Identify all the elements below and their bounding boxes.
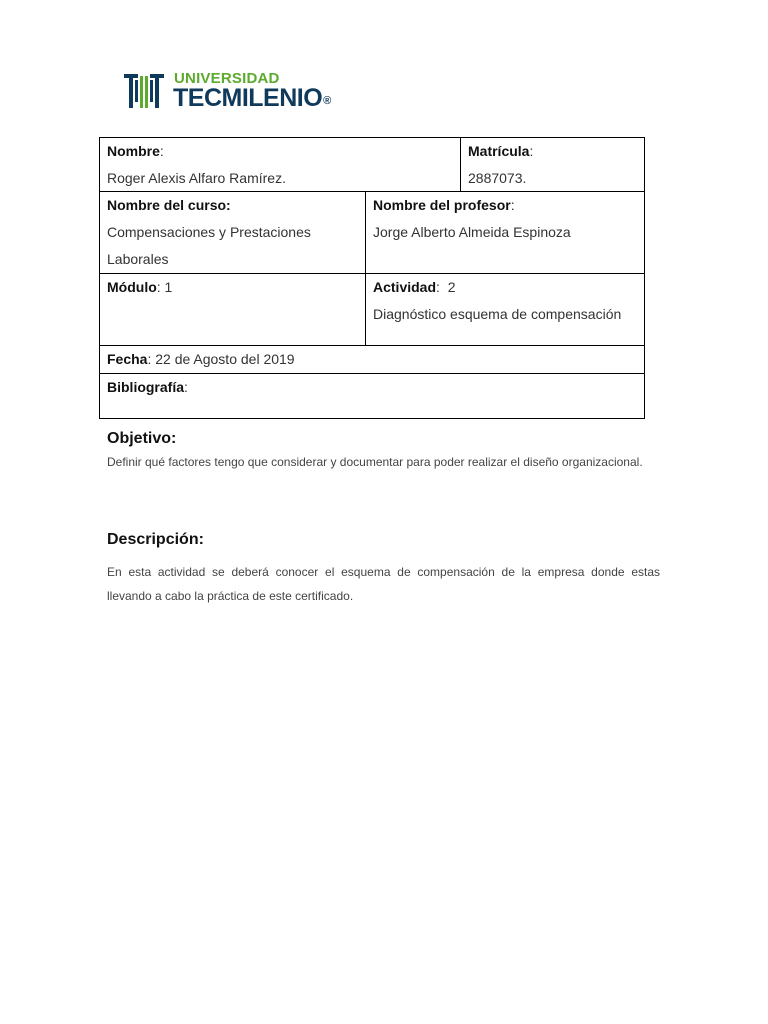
- nombre-label: Nombre: [107, 143, 160, 159]
- modulo-label: Módulo: [107, 279, 157, 295]
- descripcion-heading: Descripción:: [107, 531, 204, 548]
- modulo-value: 1: [164, 279, 173, 295]
- objetivo-text: Definir qué factores tengo que considerar y documentar para poder realizar el diseño organizacional.: [107, 455, 643, 469]
- curso-cell: [100, 192, 366, 274]
- curso-label: Nombre del curso:: [107, 197, 231, 213]
- descripcion-text: En esta actividad se deberá conocer el esquema de compensación de la empresa donde estas llevando a cabo la práctica de este certificado.: [107, 565, 660, 603]
- matricula-cell: Matrícula: 2887073.: [461, 138, 645, 192]
- student-info-table: [99, 137, 645, 419]
- nombre-value: Roger Alexis Alfaro Ramírez.: [107, 170, 286, 186]
- actividad-value: Diagnóstico esquema de compensación: [373, 306, 622, 322]
- actividad-cell: Actividad: 2 Diagnóstico esquema de compensación: [366, 274, 645, 346]
- bibliografia-label: Bibliografía: [107, 379, 185, 395]
- curso-value: Compensaciones y Prestaciones Laborales: [107, 224, 311, 267]
- registered-mark: ®: [323, 95, 331, 107]
- matricula-label: Matrícula: [468, 143, 530, 159]
- actividad-label: Actividad: [373, 279, 437, 295]
- modulo-cell: Módulo: 1: [100, 274, 366, 346]
- logo-tecmilenio-text: TECMILENIO®: [173, 84, 331, 112]
- actividad-number: 2: [447, 279, 456, 295]
- tecmilenio-emblem-icon: [122, 72, 168, 112]
- objetivo-heading: Objetivo:: [107, 430, 177, 447]
- fecha-cell: Fecha: 22 de Agosto del 2019: [100, 346, 645, 374]
- fecha-label: Fecha: [107, 351, 148, 367]
- fecha-value: 22 de Agosto del 2019: [155, 351, 295, 367]
- university-logo: [122, 70, 352, 116]
- nombre-cell: Nombre: Roger Alexis Alfaro Ramírez.: [100, 138, 461, 192]
- bibliografia-cell: Bibliografía:: [100, 374, 645, 419]
- profesor-value: Jorge Alberto Almeida Espinoza: [373, 224, 571, 240]
- matricula-value: 2887073.: [468, 170, 527, 186]
- profesor-cell: Nombre del profesor: Jorge Alberto Almeida Espinoza: [366, 192, 645, 274]
- logo-university-text: UNIVERSIDAD: [174, 70, 280, 87]
- profesor-label: Nombre del profesor: [373, 197, 511, 213]
